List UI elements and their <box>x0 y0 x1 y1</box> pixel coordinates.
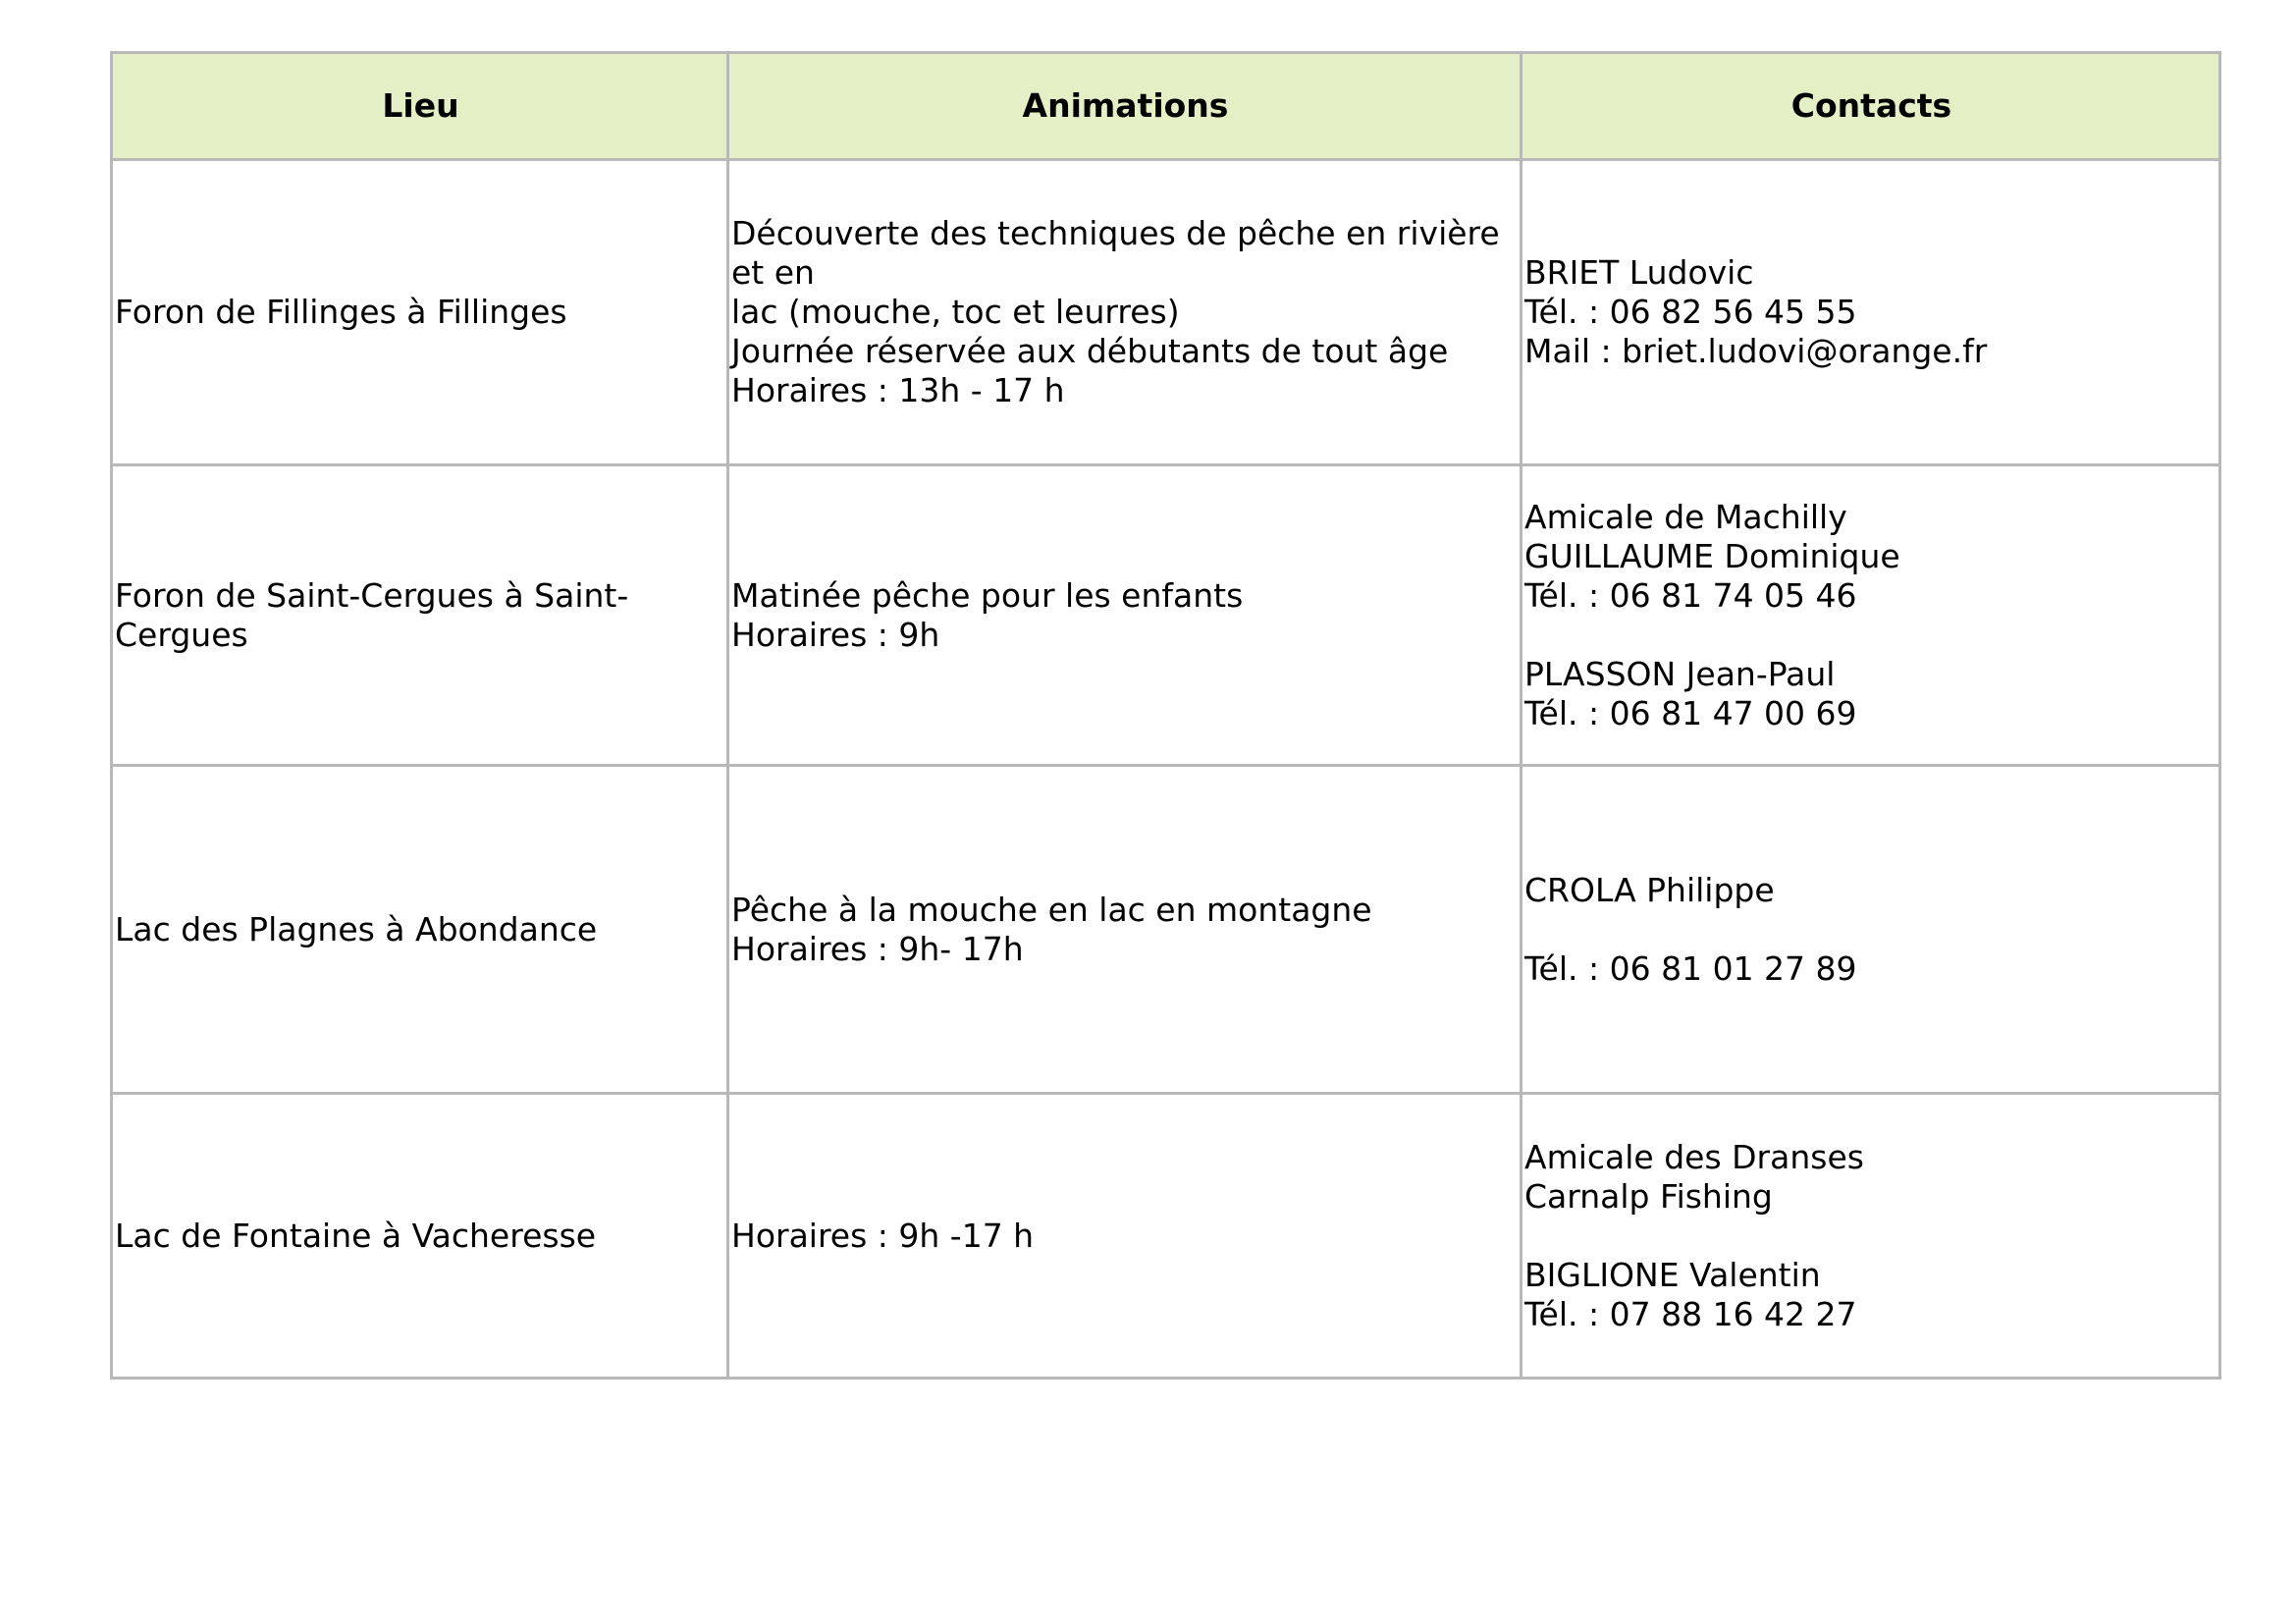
lieu-text: Foron de Fillinges à Fillinges <box>115 293 567 331</box>
cell-animations <box>728 465 1522 766</box>
contact-line: Tél. : 06 81 47 00 69 <box>1524 693 1857 732</box>
cell-animations <box>728 160 1522 465</box>
contact-email: Mail : briet.ludovi@orange.fr <box>1524 332 1988 370</box>
events-table <box>110 51 2221 1380</box>
lieu-text: Lac de Fontaine à Vacheresse <box>115 1216 597 1255</box>
contact-line: Tél. : 06 82 56 45 55 <box>1524 293 1857 331</box>
cell-lieu <box>112 1094 728 1379</box>
contact-spacer <box>1524 616 2218 655</box>
contact-line: Tél. : 07 88 16 42 27 <box>1524 1294 1857 1333</box>
contact-line: CROLA Philippe <box>1524 870 1775 909</box>
animation-line: Horaires : 9h- 17h <box>731 929 1024 968</box>
contact-line: Tél. : 06 81 74 05 46 <box>1524 575 1857 615</box>
contact-line: Tél. : 06 81 01 27 89 <box>1524 948 1857 988</box>
table-row <box>112 766 2220 1094</box>
cell-contacts <box>1522 160 2220 465</box>
animation-line: Découverte des techniques de pêche en rivière et en <box>731 214 1511 292</box>
contact-line: BRIET Ludovic <box>1524 253 1754 292</box>
contact-line: Amicale des Dranses <box>1524 1137 1864 1176</box>
animation-line: Pêche à la mouche en lac en montagne <box>731 890 1372 929</box>
column-header-contacts: Contacts <box>1522 53 2220 160</box>
contact-line: BIGLIONE Valentin <box>1524 1255 1821 1294</box>
animation-line: lac (mouche, toc et leurres) <box>731 293 1180 331</box>
cell-animations <box>728 766 1522 1094</box>
cell-animations <box>728 1094 1522 1379</box>
column-header-animations: Animations <box>728 53 1522 160</box>
table-row <box>112 1094 2220 1379</box>
animation-line: Horaires : 9h -17 h <box>731 1216 1035 1255</box>
cell-contacts <box>1522 1094 2220 1379</box>
lieu-text: Lac des Plagnes à Abondance <box>115 909 598 948</box>
table-header-row <box>112 53 2220 160</box>
cell-lieu <box>112 160 728 465</box>
contact-line: Amicale de Machilly <box>1524 497 1847 536</box>
contact-line: GUILLAUME Dominique <box>1524 536 1900 575</box>
contact-line: Carnalp Fishing <box>1524 1176 1773 1216</box>
animation-line: Horaires : 9h <box>731 615 940 654</box>
column-header-lieu: Lieu <box>112 53 728 160</box>
contact-line: PLASSON Jean-Paul <box>1524 654 1836 693</box>
cell-lieu <box>112 766 728 1094</box>
animation-line: Journée réservée aux débutants de tout âge <box>731 332 1449 370</box>
cell-contacts <box>1522 465 2220 766</box>
cell-lieu <box>112 465 728 766</box>
cell-contacts <box>1522 766 2220 1094</box>
table-row <box>112 465 2220 766</box>
table-row <box>112 160 2220 465</box>
animation-line: Matinée pêche pour les enfants <box>731 575 1244 615</box>
contact-spacer <box>1524 910 2218 949</box>
animation-line: Horaires : 13h - 17 h <box>731 371 1065 409</box>
contact-spacer <box>1524 1217 2218 1256</box>
lieu-text: Foron de Saint-Cergues à Saint-Cergues <box>115 575 629 654</box>
